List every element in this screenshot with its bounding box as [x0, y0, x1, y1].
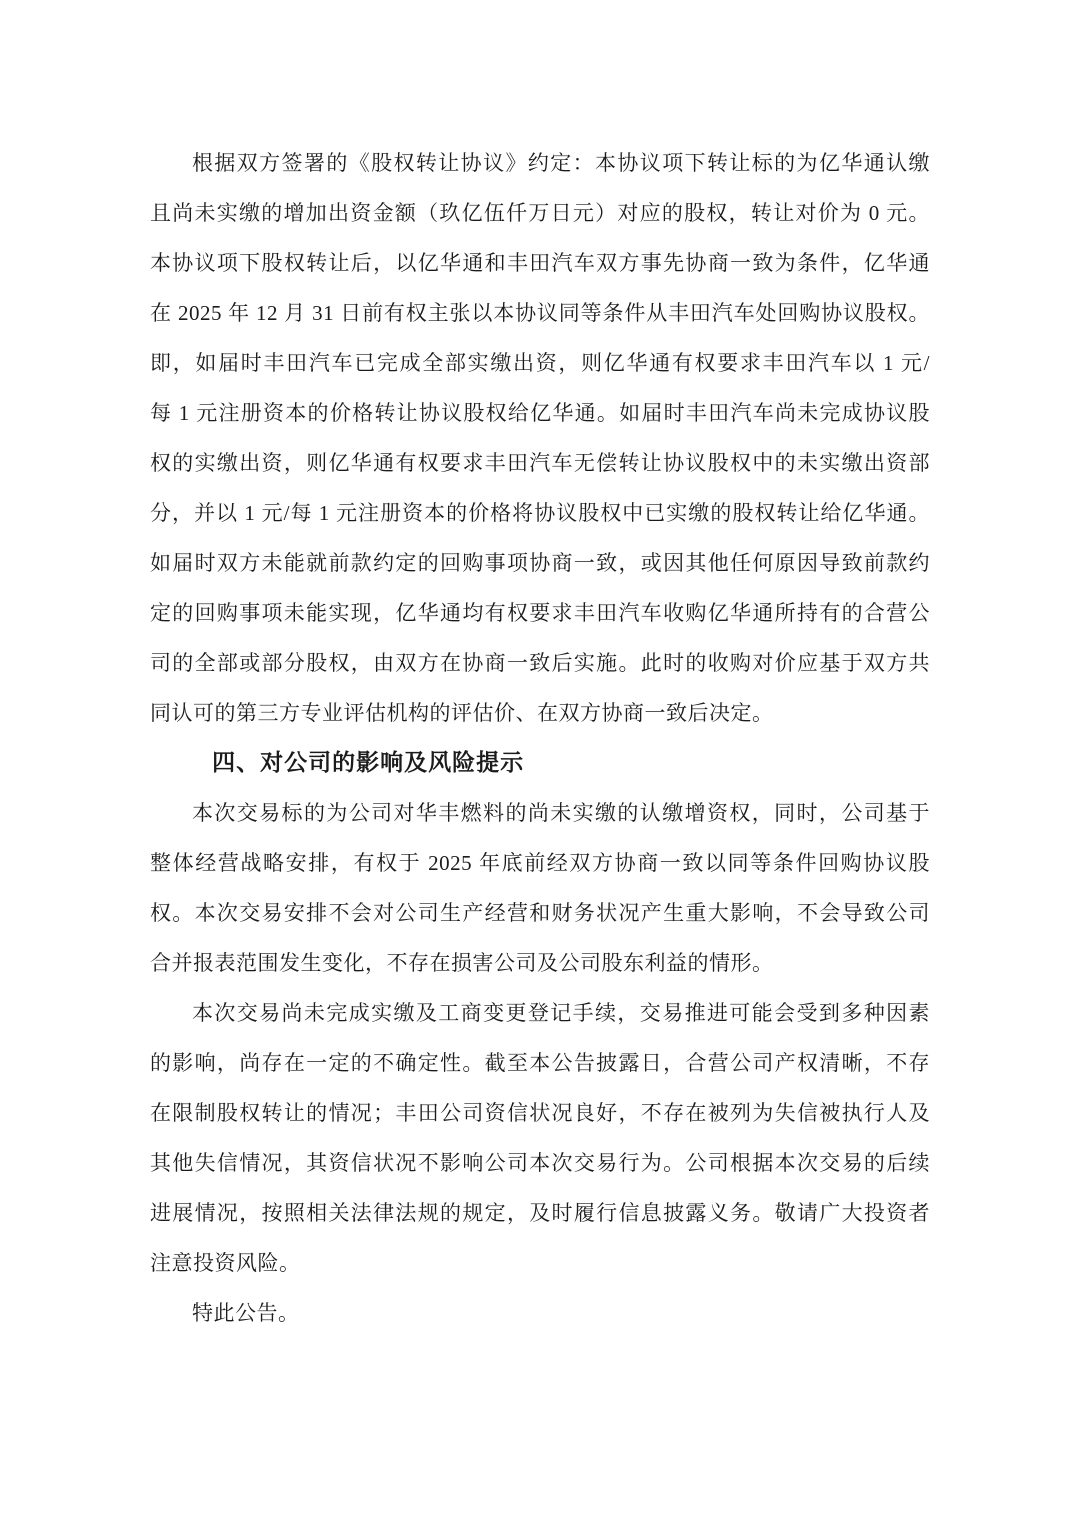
closing-line: 特此公告。 [192, 1301, 300, 1325]
doc-line: 整体经营战略安排，有权于 2025 年底前经双方协商一致以同等条件回购协议股 [150, 851, 930, 875]
doc-line: 进展情况，按照相关法律法规的规定，及时履行信息披露义务。敬请广大投资者 [150, 1201, 930, 1225]
doc-line: 且尚未实缴的增加出资金额（玖亿伍仟万日元）对应的股权，转让对价为 0 元。 [150, 201, 930, 225]
doc-line: 在限制股权转让的情况；丰田公司资信状况良好，不存在被列为失信被执行人及 [150, 1101, 930, 1125]
doc-line: 定的回购事项未能实现，亿华通均有权要求丰田汽车收购亿华通所持有的合营公 [150, 601, 930, 625]
doc-line: 其他失信情况，其资信状况不影响公司本次交易行为。公司根据本次交易的后续 [150, 1151, 930, 1175]
doc-line: 权的实缴出资，则亿华通有权要求丰田汽车无偿转让协议股权中的未实缴出资部 [150, 451, 930, 475]
doc-line: 同认可的第三方专业评估机构的评估价、在双方协商一致后决定。 [150, 701, 774, 725]
doc-line: 的影响，尚存在一定的不确定性。截至本公告披露日，合营公司产权清晰，不存 [150, 1051, 930, 1075]
doc-line: 每 1 元注册资本的价格转让协议股权给亿华通。如届时丰田汽车尚未完成协议股 [150, 401, 930, 425]
doc-line: 根据双方签署的《股权转让协议》约定：本协议项下转让标的为亿华通认缴 [192, 151, 930, 175]
doc-line: 注意投资风险。 [150, 1251, 301, 1275]
doc-line: 权。本次交易安排不会对公司生产经营和财务状况产生重大影响，不会导致公司 [150, 901, 930, 925]
doc-line: 合并报表范围发生变化，不存在损害公司及公司股东利益的情形。 [150, 951, 774, 975]
doc-line: 本次交易尚未完成实缴及工商变更登记手续，交易推进可能会受到多种因素 [192, 1001, 930, 1025]
doc-line: 如届时双方未能就前款约定的回购事项协商一致，或因其他任何原因导致前款约 [150, 551, 930, 575]
doc-line: 司的全部或部分股权，由双方在协商一致后实施。此时的收购对价应基于双方共 [150, 651, 930, 675]
doc-line: 在 2025 年 12 月 31 日前有权主张以本协议同等条件从丰田汽车处回购协议股权。 [150, 301, 930, 325]
section-heading: 四、对公司的影响及风险提示 [212, 750, 525, 775]
doc-line: 分，并以 1 元/每 1 元注册资本的价格将协议股权中已实缴的股权转让给亿华通。 [150, 501, 930, 525]
doc-line: 本次交易标的为公司对华丰燃料的尚未实缴的认缴增资权，同时，公司基于 [192, 801, 930, 825]
doc-line: 即，如届时丰田汽车已完成全部实缴出资，则亿华通有权要求丰田汽车以 1 元/ [150, 351, 930, 375]
doc-line: 本协议项下股权转让后，以亿华通和丰田汽车双方事先协商一致为条件，亿华通 [150, 251, 930, 275]
